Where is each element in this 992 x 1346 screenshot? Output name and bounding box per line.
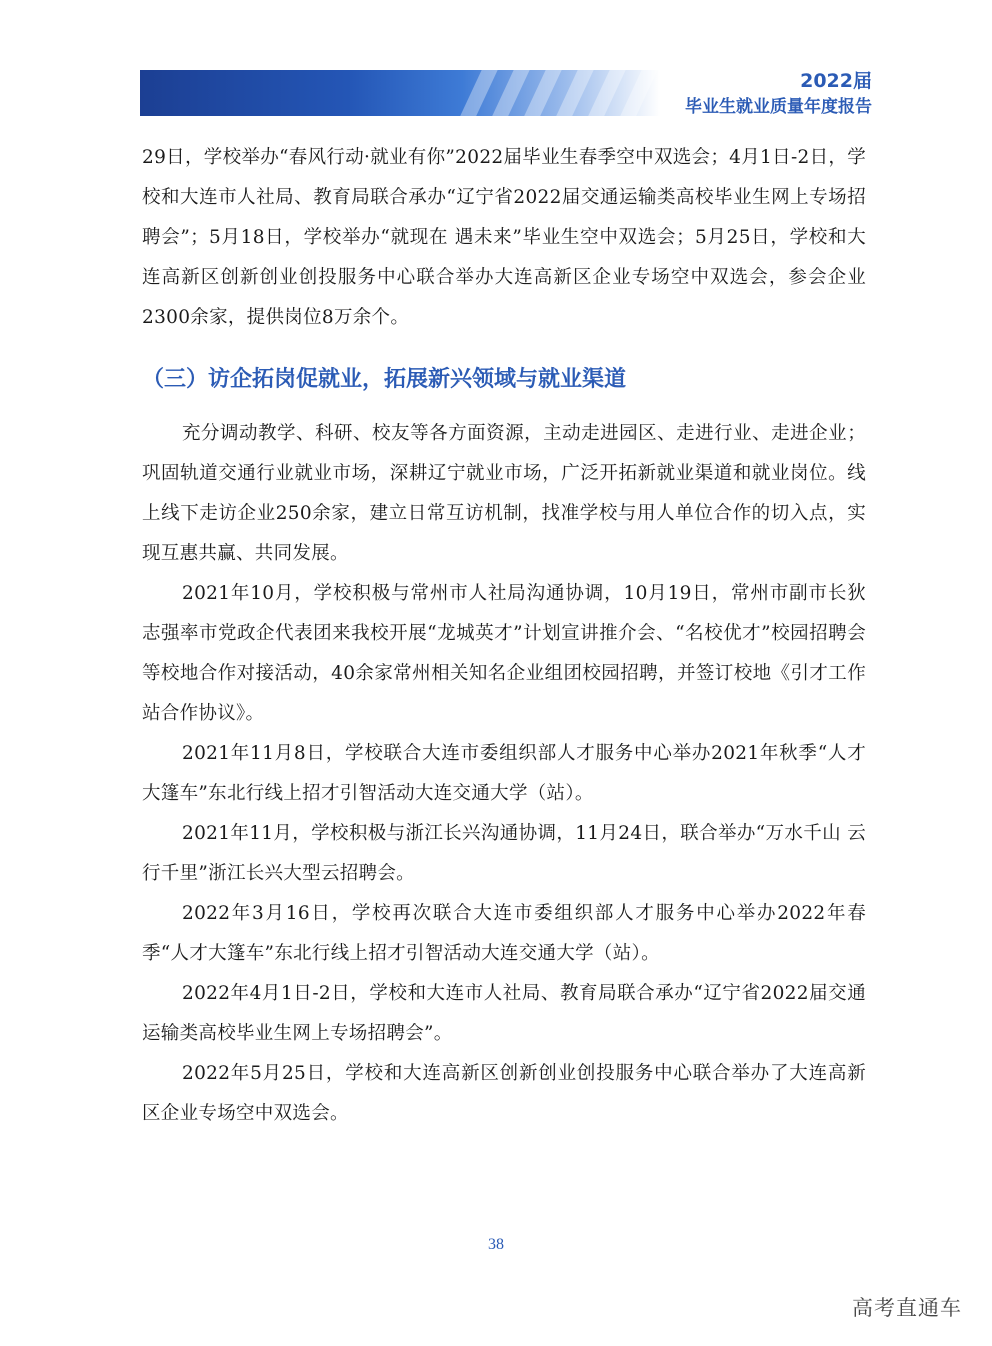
body-paragraph: 2022年4月1日-2日，学校和大连市人社局、教育局联合承办“辽宁省2022届交通运输类高校毕业生网上专场招聘会”。 <box>142 983 866 1044</box>
watermark-text: 高考直通车 <box>852 1296 962 1320</box>
page-content <box>142 138 866 1134</box>
body-paragraph: 2021年11月，学校积极与浙江长兴沟通协调，11月24日，联合举办“万水千山 云行千里”浙江长兴大型云招聘会。 <box>142 823 866 884</box>
report-header <box>685 68 872 120</box>
report-year: 2022届 <box>800 70 872 92</box>
header-banner <box>140 70 660 116</box>
body-paragraph: 充分调动教学、科研、校友等各方面资源，主动走进园区、走进行业、走进企业；巩固轨道交通行业就业市场，深耕辽宁就业市场，广泛开拓新就业渠道和就业岗位。线上线下走访企业250余家，建立日常互访机制，找准学校与用人单位合作的切入点，实现互惠共赢、共同发展。 <box>142 423 866 564</box>
continued-paragraph: 29日，学校举办“春风行动·就业有你”2022届毕业生春季空中双选会；4月1日-2日，学校和大连市人社局、教育局联合承办“辽宁省2022届交通运输类高校毕业生网上专场招聘会”；5月18日，学校举办“就现在 遇未来”毕业生空中双选会；5月25日，学校和大连高新区创新创业创投服务中心联合举办大连高新区企业专场空中双选会，参会企业2300余家，提供岗位8万余个。 <box>142 147 866 328</box>
page-number: 38 <box>488 1236 504 1253</box>
body-paragraph: 2022年5月25日，学校和大连高新区创新创业创投服务中心联合举办了大连高新区企业专场空中双选会。 <box>142 1063 866 1124</box>
body-paragraph: 2021年11月8日，学校联合大连市委组织部人才服务中心举办2021年秋季“人才大篷车”东北行线上招才引智活动大连交通大学（站）。 <box>142 743 866 804</box>
report-title: 毕业生就业质量年度报告 <box>685 97 872 117</box>
section-heading: （三）访企拓岗促就业，拓展新兴领域与就业渠道 <box>142 367 627 392</box>
body-paragraph: 2022年3月16日，学校再次联合大连市委组织部人才服务中心举办2022年春季“人才大篷车”东北行线上招才引智活动大连交通大学（站）。 <box>142 903 866 964</box>
body-paragraph: 2021年10月，学校积极与常州市人社局沟通协调，10月19日，常州市副市长狄志强率市党政企代表团来我校开展“龙城英才”计划宣讲推介会、“名校优才”校园招聘会等校地合作对接活动，40余家常州相关知名企业组团校园招聘，并签订校地《引才工作站合作协议》。 <box>142 583 866 724</box>
